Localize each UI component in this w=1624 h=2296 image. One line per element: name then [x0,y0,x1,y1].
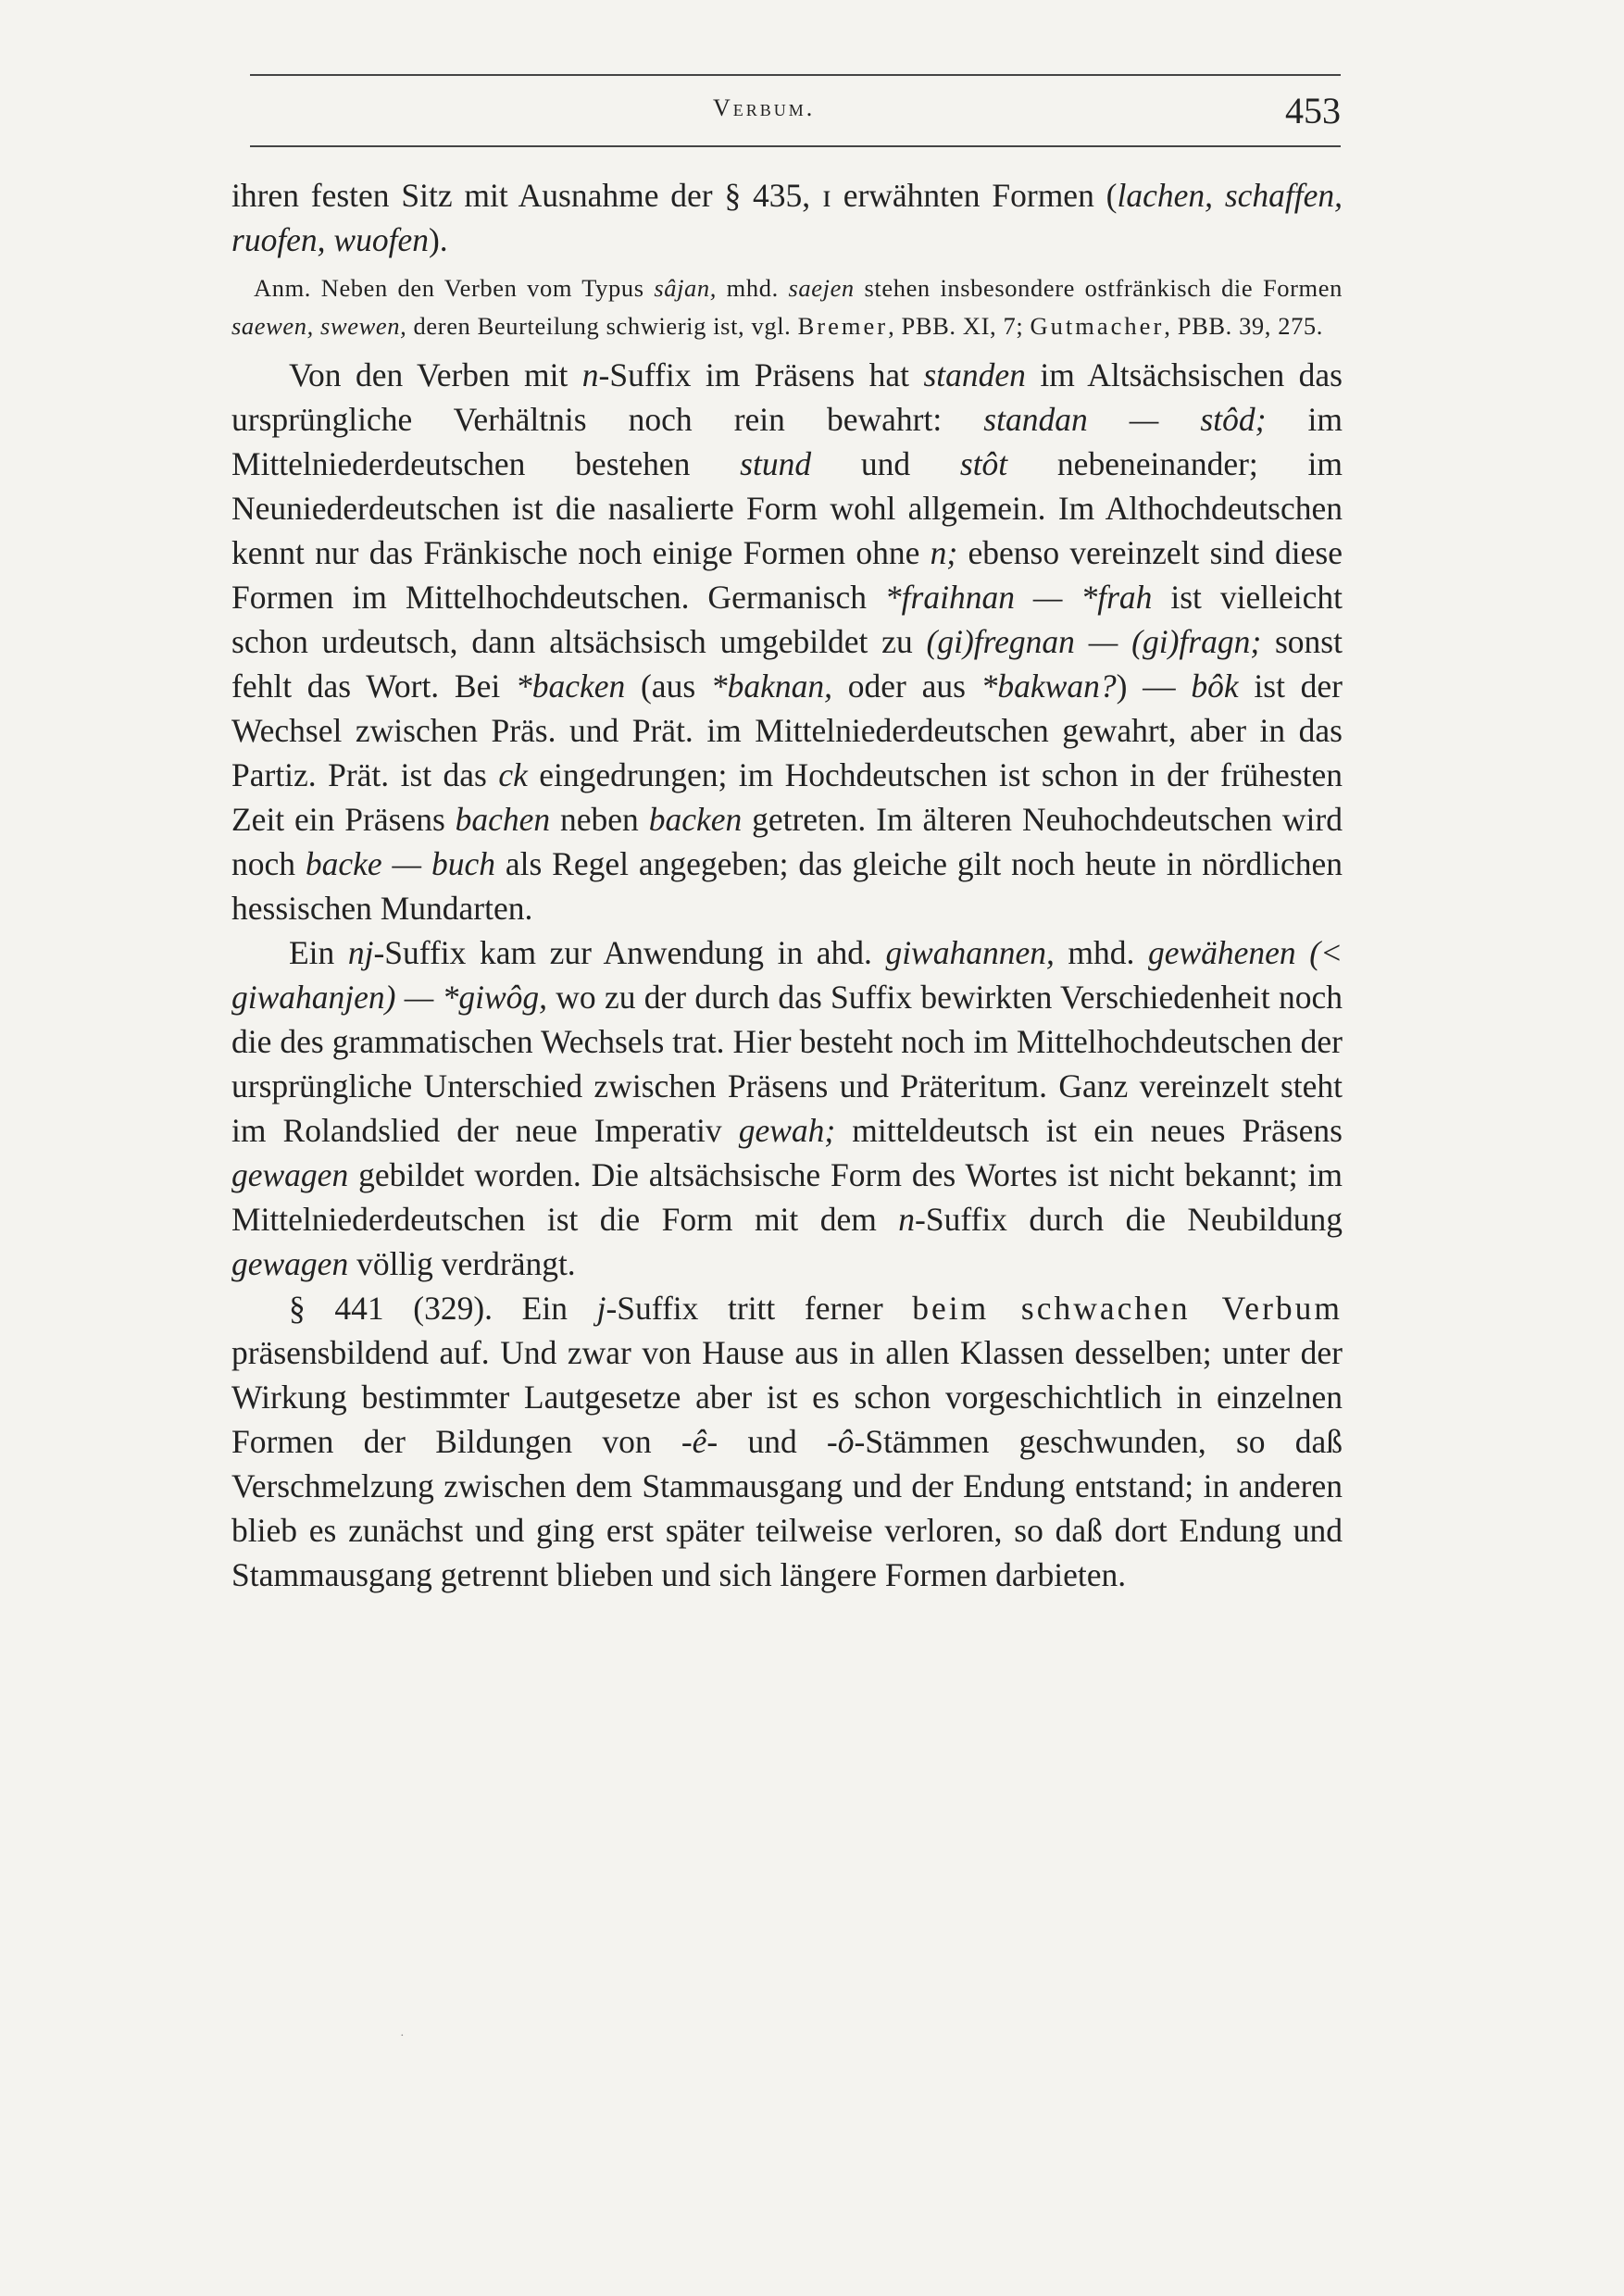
italic-run: -ê- [681,1423,718,1460]
text-run: Ein [289,934,348,971]
italic-run: standen [923,356,1026,393]
italic-run: stund [740,445,812,482]
text-run: ɪ [822,177,831,214]
text-run: getreten. Im älteren Neuhochdeutschen wird noch [231,801,1343,882]
italic-run: stôt [959,445,1008,482]
text-run: im Mittelniederdeutschen bestehen [231,401,1343,482]
italic-run: saewen, swewen, [231,312,407,340]
paragraph-continuation [231,173,1343,262]
italic-run: standan — stôd; [983,401,1267,438]
italic-run: n [898,1201,915,1238]
text-run: völlig verdrängt. [348,1245,576,1282]
text-run: erwähnten Formen ( [831,177,1118,214]
italic-run: nj [347,934,374,971]
paragraph-n-suffix [231,353,1343,930]
text-run: ist vielleicht schon urdeutsch, dann altsächsisch umgebildet zu [231,579,1343,660]
italic-run: -ô [826,1423,855,1460]
paragraph-section-441 [231,1286,1343,1597]
text-run: neben [550,801,649,838]
text-run: Anm. Neben den Verben vom Typus [254,274,655,302]
text-run: und [718,1423,827,1460]
header-rule-bottom [250,145,1341,147]
text-run: ebenso vereinzelt sind diese Formen im Mittelhochdeutschen. Germanisch [231,534,1343,616]
text-run: -Stämmen geschwunden, so daß Verschmelzung zwischen dem Stammausgang und der Endung entstand; in anderen blieb es zunächst und ging erst später teilweise verloren, so daß dort Endung und Stammausgang getrennt blieben und sich längere Formen darbieten. [231,1423,1343,1593]
text-run: mitteldeutsch ist ein neues Präsens [835,1112,1343,1149]
italic-run: gewähenen (< giwahanjen) — *giwôg, [231,934,1343,1016]
text-run: ). [428,221,448,258]
text-run: nebeneinander; im Neuniederdeutschen ist die nasalierte Form wohl allgemein. Im Althochdeutschen kennt nur das Fränkische noch einige Formen ohne [231,445,1343,571]
annotation-note [231,269,1343,345]
italic-run: sâjan, [654,274,717,302]
header-rule-top [250,74,1341,76]
text-run: -Suffix kam zur Anwendung in ahd. [373,934,886,971]
text-run: im Altsächsischen das ursprüngliche Verhältnis noch rein bewahrt: [231,356,1343,438]
text-run: , PBB. 39, 275. [1164,312,1323,340]
text-run: präsensbildend auf. Und zwar von Hause aus in allen Klassen desselben; unter der Wirkung bestimmter Lautgesetze aber ist es schon vorgeschichtlich in einzelnen Formen der Bildungen von [231,1334,1343,1460]
spaced-author-name: Bremer [797,312,889,340]
italic-run: saejen [788,274,855,302]
page-header [250,85,1341,141]
italic-run: n; [930,534,958,571]
italic-run: backen [648,801,743,838]
stray-mark: · [400,2029,405,2043]
text-run: (aus [625,668,711,705]
text-run: und [811,445,960,482]
text-run: ) — [1116,668,1192,705]
italic-run: *baknan, [710,668,833,705]
italic-run: backe — buch [305,845,495,882]
text-run: mhd. [1054,934,1148,971]
text-run: § 441 (329). Ein [289,1290,597,1327]
body-text [231,173,1343,1597]
italic-run: n [581,356,599,393]
italic-run: j [596,1290,606,1327]
text-run: als Regel angegeben; das gleiche gilt noch heute in nördlichen hessischen Mundarten. [231,845,1343,927]
text-run: mhd. [716,274,789,302]
text-run: oder aus [832,668,981,705]
spaced-author-name: Gutmacher [1030,312,1165,340]
text-run: stehen insbesondere ostfränkisch die Formen [854,274,1343,302]
italic-run: lachen, schaffen, ruofen, wuofen [231,177,1343,258]
running-head: Verbum. [713,94,816,121]
italic-run: ck [498,756,528,793]
italic-run: *fraihnan — *frah [884,579,1153,616]
italic-run: (gi)fregnan — (gi)fragn; [926,623,1262,660]
text-run: ist der Wechsel zwischen Präs. und Prät. im Mittelniederdeutschen gewahrt, aber in das Partiz. Prät. ist das [231,668,1343,793]
italic-run: gewagen [231,1156,349,1193]
text-run: -Suffix tritt ferner [606,1290,913,1327]
text-run: gebildet worden. Die altsächsische Form des Wortes ist nicht bekannt; im Mittelniederdeutschen ist die Form mit dem [231,1156,1343,1238]
italic-run: gewah; [738,1112,836,1149]
italic-run: bôk [1191,668,1239,705]
italic-run: bachen [455,801,551,838]
text-run: wo zu der durch das Suffix bewirkten Verschiedenheit noch die des grammatischen Wechsels trat. Hier besteht noch im Mittelhochdeutschen der ursprüngliche Unterschied zwischen Präsens und Präteritum. Ganz vereinzelt steht im Rolandslied der neue Imperativ [231,979,1343,1149]
italic-run: *backen [515,668,626,705]
paragraph-nj-suffix [231,930,1343,1286]
italic-run: *bakwan? [981,668,1117,705]
text-run: -Suffix durch die Neubildung [915,1201,1343,1238]
text-run: ihren festen Sitz mit Ausnahme der § 435, [231,177,822,214]
italic-run: giwahannen, [885,934,1055,971]
text-run: Von den Verben mit [289,356,582,393]
text-run: eingedrungen; im Hochdeutschen ist schon in der frühesten Zeit ein Präsens [231,756,1343,838]
text-run: deren Beurteilung schwierig ist, vgl. [406,312,798,340]
italic-run: gewagen [231,1245,349,1282]
text-run: , PBB. XI, 7; [888,312,1031,340]
text-run: sonst fehlt das Wort. Bei [231,623,1343,705]
text-run: -Suffix im Präsens hat [598,356,924,393]
page-number: 453 [1285,90,1341,131]
spaced-run: beim schwachen Verbum [912,1290,1343,1327]
